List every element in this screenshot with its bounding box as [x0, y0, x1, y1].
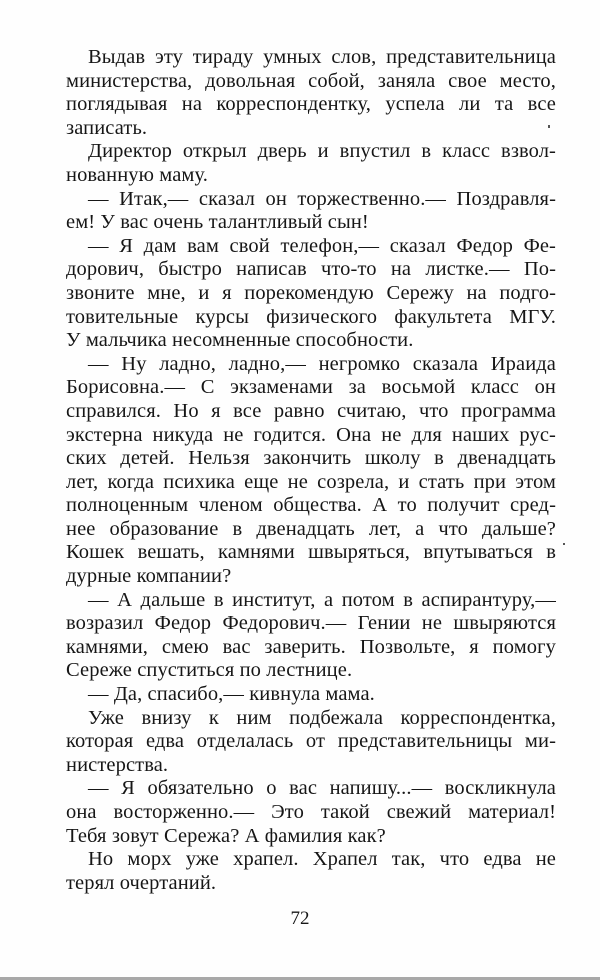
scan-speck — [548, 125, 550, 128]
text-line: возразил Федор Федорович.— Гении не швыряются — [66, 612, 556, 635]
text-line: — Я дам вам свой телефон,— сказал Федор Фе- — [88, 234, 556, 257]
scan-speck — [563, 543, 565, 545]
text-line: экстерна никуда не годится. Она не для наших рус- — [66, 423, 556, 446]
text-line: ских детей. Нельзя закончить школу в двенадцать — [66, 447, 556, 470]
text-line: нее образование в двенадцать лет, а что дальше? — [66, 517, 556, 540]
text-line: — Ну ладно, ладно,— негромко сказала Ираида — [88, 352, 556, 375]
text-line: дурные компании? — [66, 565, 232, 588]
text-line: Директор открыл дверь и впустил в класс взвол- — [88, 140, 556, 163]
text-line: Кошек вешать, камнями швыряться, впутываться в — [66, 541, 556, 564]
text-line: нистерства. — [66, 753, 169, 776]
text-line: ем! У вас очень талантливый сын! — [66, 211, 369, 234]
text-line: звоните мне, и я порекомендую Сережу на подго- — [66, 281, 556, 304]
text-line: министерства, довольная собой, заняла свое место, — [66, 69, 556, 92]
text-line: товительные курсы физического факультета МГУ. — [66, 305, 556, 328]
text-line: Но морх уже храпел. Храпел так, что едва не — [88, 848, 556, 871]
page-number: 72 — [290, 908, 310, 929]
text-line: — Да, спасибо,— кивнула мама. — [88, 683, 375, 706]
text-line: — Итак,— сказал он торжественно.— Поздравля- — [88, 187, 556, 210]
text-line: дорович, быстро написав что-то на листке.— По- — [66, 258, 556, 281]
text-line: терял очертаний. — [66, 871, 217, 894]
text-line: справился. Но я все равно считаю, что программа — [66, 399, 556, 422]
text-line: Уже внизу к ним подбежала корреспондентка, — [88, 706, 556, 729]
text-line: — Я обязательно о вас напишу...— воскликнула — [88, 777, 556, 800]
text-line: нованную маму. — [66, 163, 208, 186]
text-line: Тебя зовут Сережа? А фамилия как? — [66, 824, 386, 847]
text-line: камнями, смею вас заверить. Позвольте, я помогу — [66, 635, 556, 658]
text-line: поглядывая на корреспондентку, успела ли та все — [66, 93, 556, 116]
text-line: Борисовна.— С экзаменами за восьмой класс он — [66, 376, 556, 399]
text-line: она восторженно.— Это такой свежий материал! — [66, 801, 556, 823]
text-line: — А дальше в институт, а потом в аспирантуру,— — [88, 588, 556, 611]
text-line: Сереже спуститься по лестнице. — [66, 659, 353, 682]
text-line: лет, когда психика еще не созрела, и стать при этом — [66, 470, 556, 493]
text-line: У мальчика несомненные способности. — [66, 329, 414, 352]
page-body-text — [66, 46, 556, 895]
text-line: Выдав эту тираду умных слов, представительница — [88, 46, 556, 68]
text-line: записать. — [66, 116, 148, 139]
text-line: которая едва отделалась от представительницы ми- — [66, 730, 556, 753]
text-line: полноценным членом общества. А то получит сред- — [66, 494, 556, 517]
